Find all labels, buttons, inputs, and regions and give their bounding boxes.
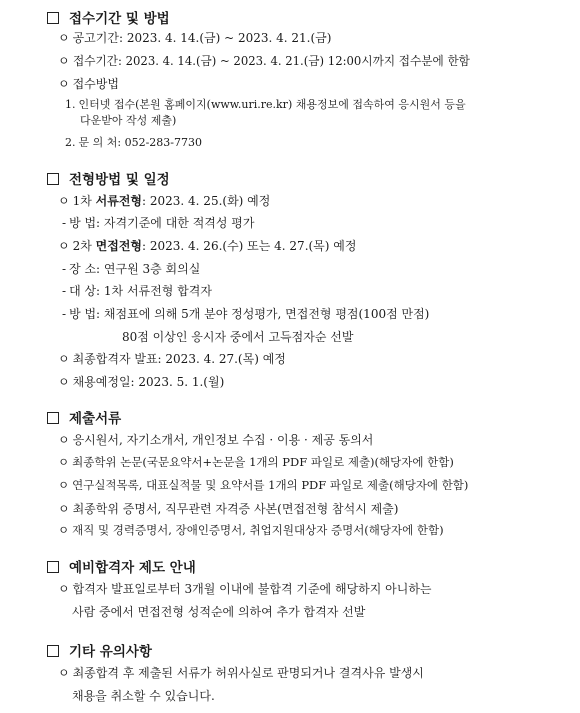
checkbox-icon [47, 173, 59, 185]
text-line: ㅇ 최종합격 후 제출된 서류가 허위사실로 판명되거나 결격사유 발생시 [58, 666, 424, 680]
text-line: 사람 중에서 면접전형 성적순에 의하여 추가 합격자 선발 [72, 605, 366, 619]
text-line: ㅇ 응시원서, 자기소개서, 개인정보 수집 · 이용 · 제공 동의서 [58, 433, 374, 447]
text-line: ㅇ 최종합격자 발표: 2023. 4. 27.(목) 예정 [58, 352, 286, 366]
text-line: 80점 이상인 응시자 중에서 고득점자순 선발 [122, 330, 354, 344]
section-title-notes: 기타 유의사항 [47, 640, 152, 660]
text-line: ㅇ 2차 면접전형: 2023. 4. 26.(수) 또는 4. 27.(목) 예정 [58, 239, 357, 253]
text-line: ㅇ 1차 서류전형: 2023. 4. 25.(화) 예정 [58, 194, 271, 208]
checkbox-icon [47, 561, 59, 573]
text-line: - 방 법: 자격기준에 대한 적격성 평가 [62, 216, 255, 230]
text-line: ㅇ 최종학위 논문(국문요약서+논문을 1개의 PDF 파일로 제출)(해당자에 한함) [58, 455, 454, 469]
text-line: 1. 인터넷 접수(본원 홈페이지(www.uri.re.kr) 채용정보에 접속하여 응시원서 등을 [65, 98, 466, 111]
text-line: ㅇ 접수기간: 2023. 4. 14.(금) ~ 2023. 4. 21.(금) 12:00시까지 접수분에 한함 [58, 54, 470, 68]
text-line: ㅇ 최종학위 증명서, 직무관련 자격증 사본(면접전형 참석시 제출) [58, 502, 399, 516]
checkbox-icon [47, 12, 59, 24]
section-title-application: 접수기간 및 방법 [47, 7, 170, 27]
text-line: 2. 문 의 처: 052-283-7730 [65, 136, 202, 149]
text-line: ㅇ 접수방법 [58, 77, 119, 91]
text-line: ㅇ 재직 및 경력증명서, 장애인증명서, 취업지원대상자 증명서(해당자에 한함) [58, 523, 444, 537]
text-line: 다운받아 작성 제출) [80, 114, 177, 127]
checkbox-icon [47, 412, 59, 424]
text-line: - 방 법: 채점표에 의해 5개 분야 정성평가, 면접전형 평점(100점 만점) [62, 307, 430, 321]
text-line: ㅇ 채용예정일: 2023. 5. 1.(월) [58, 375, 225, 389]
checkbox-icon [47, 645, 59, 657]
section-title-documents: 제출서류 [47, 407, 121, 427]
text-line: ㅇ 공고기간: 2023. 4. 14.(금) ~ 2023. 4. 21.(금) [58, 31, 332, 45]
section-title-reserve: 예비합격자 제도 안내 [47, 556, 196, 576]
text-line: ㅇ 합격자 발표일로부터 3개월 이내에 불합격 기준에 해당하지 아니하는 [58, 582, 432, 596]
section-title-screening: 전형방법 및 일정 [47, 168, 170, 188]
text-line: ㅇ 연구실적목록, 대표실적물 및 요약서를 1개의 PDF 파일로 제출(해당자에 한함) [58, 478, 469, 492]
text-line: - 대 상: 1차 서류전형 합격자 [62, 284, 212, 298]
text-line: - 장 소: 연구원 3층 회의실 [62, 262, 201, 276]
text-line: 채용을 취소할 수 있습니다. [72, 689, 215, 703]
